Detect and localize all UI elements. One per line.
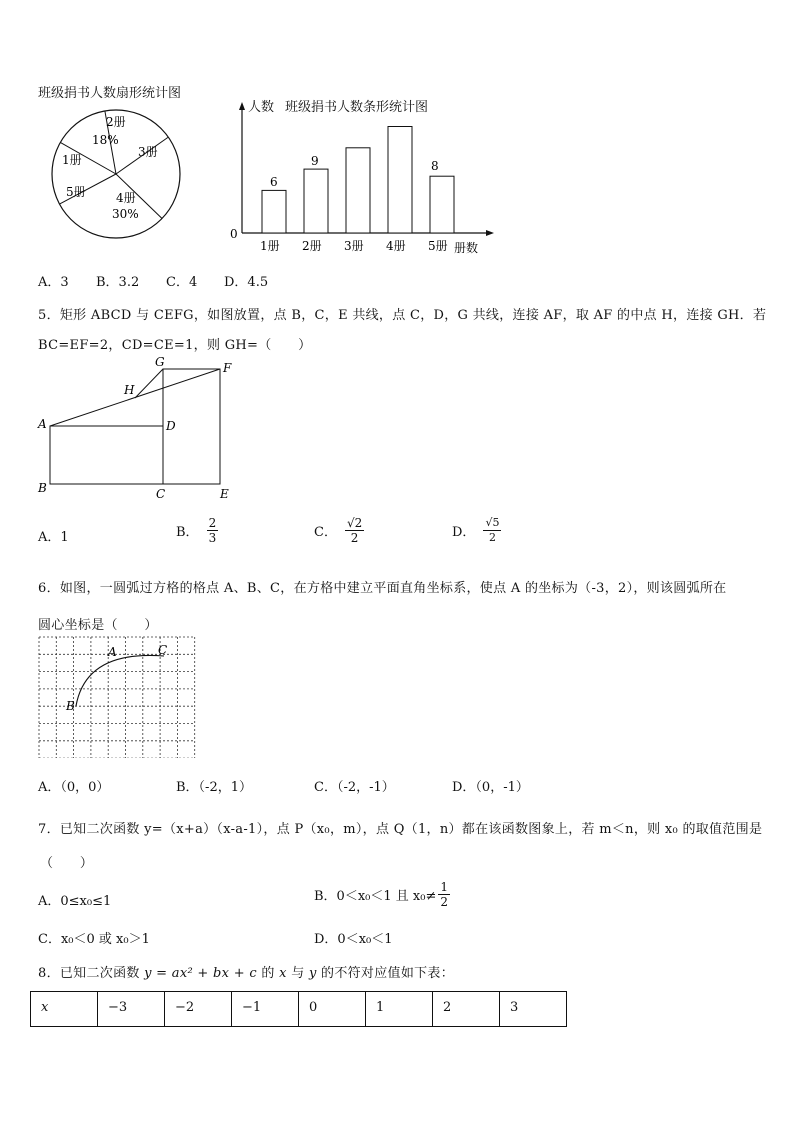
q8-stem-prefix: 8．已知二次函数 (38, 966, 145, 981)
q5-figure (34, 352, 244, 502)
fraction-1-2 (438, 880, 450, 909)
q7-option-d: D．0＜x₀＜1 (314, 932, 393, 947)
point-e-label: E (220, 487, 229, 501)
origin-label: 0 (230, 227, 238, 241)
q5-option-b-label: B． (176, 525, 199, 540)
q7-option-a: A．0≤x₀≤1 (38, 894, 112, 909)
q5-option-a: A．1 (38, 530, 69, 545)
fraction-denominator: 2 (350, 531, 359, 545)
q6-option-d: D．（0，-1） (452, 780, 529, 795)
y-axis-arrow-icon (239, 102, 245, 110)
x-tick-1ce: 1册 (260, 239, 280, 253)
point-d-label: D (166, 419, 176, 433)
q6-grid-figure (38, 636, 200, 758)
q8-var-y: y (308, 966, 317, 981)
q6-option-a: A．（0，0） (38, 780, 110, 795)
x-tick-3ce: 3册 (344, 239, 364, 253)
fraction-numerator: √2 (346, 516, 363, 530)
pie-label-2ce: 2册 (106, 115, 126, 129)
q7-stem-line2: （ ） (40, 856, 94, 871)
pie-pct-4ce: 30% (112, 207, 139, 221)
bar-5册 (430, 176, 454, 233)
pie-label-5ce: 5册 (66, 185, 86, 199)
bar-value-2ce: 9 (311, 154, 319, 168)
fraction-2-3 (207, 516, 219, 545)
q7-option-b (314, 880, 450, 909)
q5-option-c-label: C． (314, 525, 337, 540)
fraction-numerator: √5 (485, 516, 500, 529)
dashed-grid (39, 637, 195, 758)
q5-option-d-label: D． (452, 525, 476, 540)
point-b-label: B (38, 481, 47, 495)
bar-2册 (304, 169, 328, 233)
pie-chart (48, 104, 188, 244)
q4-option-a: A．3 (38, 275, 69, 290)
fraction-denominator: 2 (488, 531, 496, 544)
bar-chart (226, 100, 506, 260)
q5-option-b (176, 516, 218, 545)
bar-chart-ylabel: 人数 (248, 100, 275, 115)
q5-stem-line2: BC=EF=2，CD=CE=1，则 GH=（ ） (38, 338, 312, 353)
table-cell: 2 (433, 992, 500, 1027)
table-cell: 3 (500, 992, 567, 1027)
pie-chart-title: 班级捐书人数扇形统计图 (38, 86, 182, 101)
x-tick-4ce: 4册 (386, 239, 406, 253)
q8-stem-mid1: 的 (256, 966, 280, 981)
segment-gh (135, 369, 163, 398)
bar-value-5ce: 8 (431, 159, 439, 173)
q7-option-b-label: B．0＜x₀＜1 且 x₀≠ (314, 889, 437, 904)
bars (262, 127, 454, 234)
q8-stem (38, 962, 454, 981)
q4-option-b: B．3.2 (96, 275, 140, 290)
rect-abcd (50, 426, 163, 484)
fraction-denominator: 3 (208, 531, 217, 545)
bar-value-1ce: 6 (270, 175, 278, 189)
point-f-label: F (223, 361, 232, 375)
grid-point-a-label: A (108, 645, 117, 659)
grid-point-b-label: B (66, 699, 75, 713)
q8-stem-mid2: 与 (286, 966, 309, 981)
fraction-sqrt2-2 (345, 516, 364, 545)
q8-var-x: x (279, 966, 287, 981)
q7-stem-line1: 7．已知二次函数 y=（x+a）（x-a-1），点 P（x₀，m），点 Q（1，n）都在该函数图象上，若 m＜n，则 x₀ 的取值范围是 (38, 822, 763, 837)
fraction-denominator: 2 (440, 895, 448, 909)
grid-point-c-label: C (158, 643, 168, 657)
table-cell: −3 (98, 992, 165, 1027)
pie-label-3ce: 3册 (138, 145, 158, 159)
q6-stem-line2: 圆心坐标是（ ） (38, 618, 158, 633)
point-g-label: G (155, 355, 165, 369)
q6-option-b: B．（-2，1） (176, 780, 252, 795)
table-cell-x-header: x (31, 992, 98, 1027)
q8-stem-suffix: 的不符对应值如下表： (316, 966, 455, 981)
circular-arc (76, 655, 164, 706)
q6-stem-line1: 6．如图，一圆弧过方格的格点 A、B、C，在方格中建立平面直角坐标系，使点 A 的坐标为（-3，2），则该圆弧所在 (38, 581, 727, 596)
q4-option-d: D．4.5 (224, 275, 269, 290)
x-axis-arrow-icon (486, 230, 494, 236)
q5-option-d (452, 516, 501, 545)
q8-value-table (30, 991, 567, 1027)
table-cell: 1 (366, 992, 433, 1027)
fraction-sqrt5-2 (483, 516, 501, 545)
table-cell: −2 (165, 992, 232, 1027)
point-a-label: A (38, 417, 47, 431)
q4-option-c: C．4 (166, 275, 198, 290)
table-row (31, 992, 567, 1027)
x-tick-2ce: 2册 (302, 239, 322, 253)
bar-chart-title: 班级捐书人数条形统计图 (285, 100, 429, 115)
pie-label-4ce: 4册 (116, 191, 136, 205)
pie-pct-2ce: 18% (92, 133, 119, 147)
fraction-numerator: 1 (440, 880, 448, 894)
q5-option-c (314, 516, 364, 545)
bar-3册 (346, 148, 370, 233)
table-cell: −1 (232, 992, 299, 1027)
bar-1册 (262, 190, 286, 233)
x-axis-label: 册数 (454, 241, 479, 255)
table-cell: 0 (299, 992, 366, 1027)
point-c-label: C (156, 487, 166, 501)
x-tick-5ce: 5册 (428, 239, 448, 253)
fraction-numerator: 2 (208, 516, 217, 530)
point-h-label: H (124, 383, 135, 397)
q8-formula: y = ax² + bx + c (144, 966, 257, 981)
q6-option-c: C．（-2，-1） (314, 780, 395, 795)
q7-option-c: C．x₀＜0 或 x₀＞1 (38, 932, 150, 947)
bar-4册 (388, 127, 412, 234)
q5-stem-line1: 5．矩形 ABCD 与 CEFG，如图放置，点 B，C，E 共线，点 C，D，G 共线，连接 AF，取 AF 的中点 H，连接 GH．若 (38, 308, 767, 323)
pie-label-1ce: 1册 (62, 153, 82, 167)
